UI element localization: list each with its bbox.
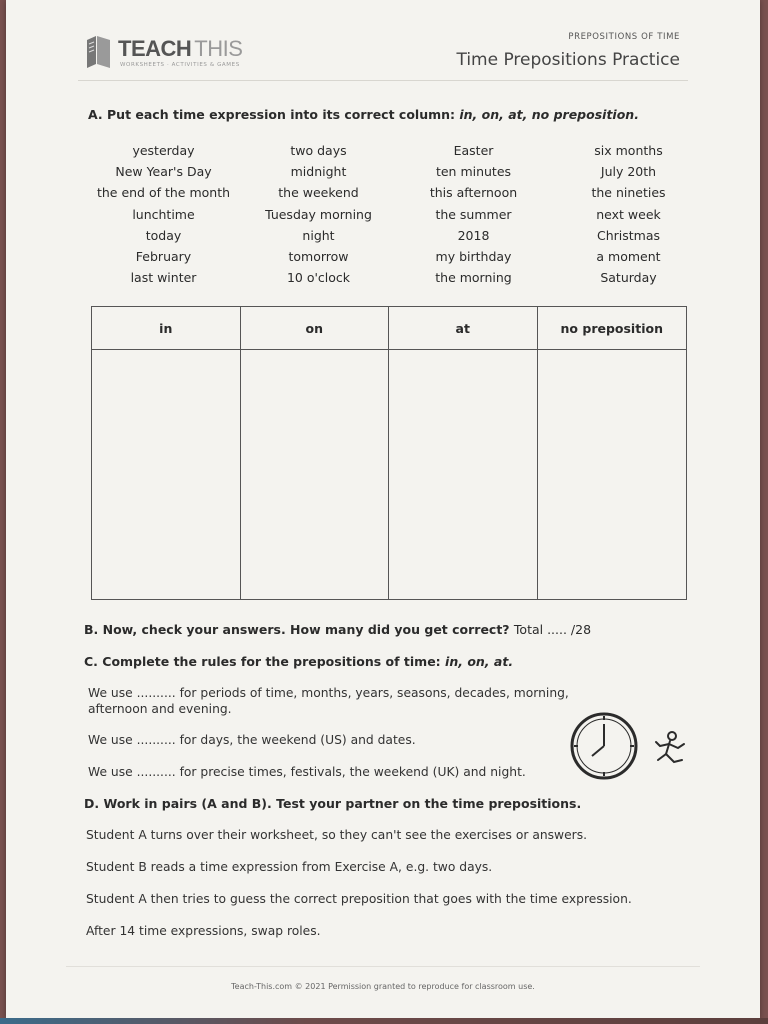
teach-this-logo: [84, 34, 254, 74]
column-header-on: on: [241, 307, 390, 350]
time-expression: Christmas: [596, 227, 661, 243]
word-column-1: [86, 140, 241, 288]
time-expression: the nineties: [591, 185, 666, 201]
time-expression: night: [302, 227, 335, 243]
background-edge: [0, 1018, 768, 1024]
worksheet-category: PREPOSITIONS OF TIME: [568, 32, 680, 42]
time-expression: the summer: [435, 206, 512, 222]
time-expression: the morning: [435, 270, 512, 286]
column-header-in: in: [92, 307, 241, 350]
time-expression: midnight: [290, 164, 347, 180]
time-expression: New Year's Day: [115, 164, 212, 180]
logo-wordmark: TEACH THIS: [118, 36, 243, 61]
time-expression: Easter: [453, 143, 494, 158]
running-clock-icon: [568, 710, 698, 782]
section-a-heading: A. Put each time expression into its correct column: in, on, at, no preposition.: [88, 107, 639, 122]
rule-2: We use .......... for days, the weekend (US) and dates.: [88, 733, 416, 747]
answer-table: [91, 306, 687, 600]
word-column-3: [396, 140, 551, 288]
time-expression: 10 o'clock: [286, 270, 351, 286]
time-expression: yesterday: [132, 143, 195, 158]
time-expression: a moment: [596, 249, 661, 265]
section-c-heading: C. Complete the rules for the prepositions of time: in, on, at.: [84, 654, 514, 669]
time-expression: February: [135, 249, 192, 265]
time-expression: this afternoon: [429, 185, 518, 201]
logo-tagline: WORKSHEETS · ACTIVITIES & GAMES: [120, 62, 240, 68]
time-expression: two days: [290, 143, 347, 158]
time-expression: tomorrow: [288, 249, 349, 265]
time-expression: the weekend: [278, 185, 359, 201]
time-expression: last winter: [130, 270, 197, 286]
time-expression: Tuesday morning: [265, 206, 372, 222]
column-header-at: at: [389, 307, 538, 350]
book-icon: [84, 34, 114, 70]
instruction-4: After 14 time expressions, swap roles.: [86, 924, 321, 938]
rule-1: We use .......... for periods of time, months, years, seasons, decades, morning, afternoon and evening.: [88, 686, 569, 716]
score-total: Total ..... /28: [513, 622, 592, 637]
word-column-2: [241, 140, 396, 288]
time-expression: today: [145, 227, 182, 243]
time-expression: my birthday: [435, 249, 512, 265]
footer-divider: [66, 966, 700, 967]
time-expression: lunchtime: [132, 206, 195, 222]
section-d-heading: D. Work in pairs (A and B). Test your partner on the time prepositions.: [84, 796, 582, 811]
time-expression-bank: [86, 140, 706, 288]
time-expression: the end of the month: [96, 185, 231, 201]
section-b-heading: B. Now, check your answers. How many did you get correct? Total ..... /28: [84, 622, 592, 637]
header-divider: [78, 80, 688, 81]
answer-cell-on[interactable]: [241, 350, 390, 599]
worksheet-title: Time Prepositions Practice: [456, 50, 680, 70]
worksheet-page: [6, 0, 760, 1020]
time-expression: 2018: [457, 227, 490, 243]
time-expression: ten minutes: [435, 164, 512, 180]
instruction-1: Student A turns over their worksheet, so they can't see the exercises or answers.: [86, 828, 588, 842]
answer-cell-at[interactable]: [389, 350, 538, 599]
answer-cell-no-preposition[interactable]: [538, 350, 687, 599]
answer-cell-in[interactable]: [92, 350, 241, 599]
time-expression: July 20th: [600, 164, 657, 180]
instruction-3: Student A then tries to guess the correct preposition that goes with the time expression.: [86, 892, 632, 906]
time-expression: Saturday: [600, 270, 657, 286]
column-header-no-preposition: no preposition: [538, 307, 687, 350]
rule-3: We use .......... for precise times, festivals, the weekend (UK) and night.: [88, 765, 526, 779]
copyright-footer: Teach-This.com © 2021 Permission granted to reproduce for classroom use.: [231, 982, 535, 991]
time-expression: six months: [594, 143, 663, 158]
word-column-4: [551, 140, 706, 288]
time-expression: next week: [596, 206, 661, 222]
instruction-2: Student B reads a time expression from Exercise A, e.g. two days.: [86, 860, 493, 874]
